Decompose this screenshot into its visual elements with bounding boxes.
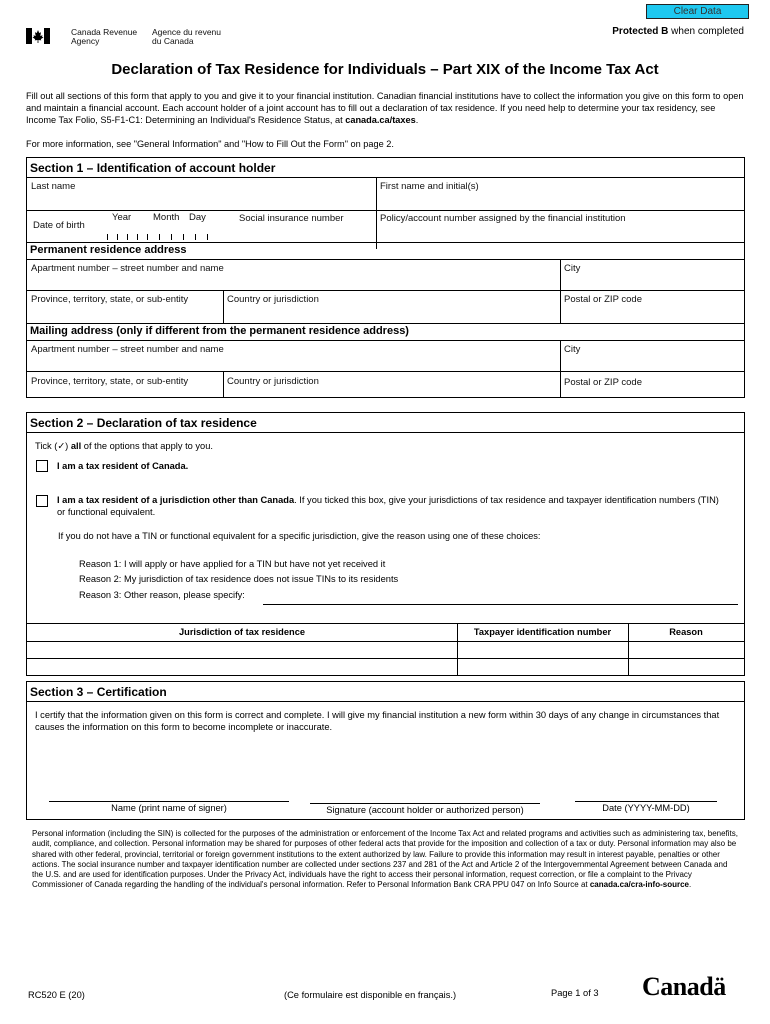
policy-label: Policy/account number assigned by the financial institution [380,213,626,224]
canada-flag-icon [26,28,50,44]
taxes-link[interactable]: canada.ca/taxes [345,115,416,125]
col-reason: Reason [669,627,703,637]
perm-address-title: Permanent residence address [30,244,187,256]
section-2 [26,412,745,676]
page-number: Page 1 of 3 [551,988,599,998]
info-source-link[interactable]: canada.ca/cra-info-source [589,880,689,890]
clear-data-button[interactable]: Clear Data [646,4,749,19]
form-title: Declaration of Tax Residence for Individuals – Part XIX of the Income Tax Act [111,61,659,78]
other-reason-field[interactable] [263,604,738,605]
sin-label: Social insurance number [239,213,344,224]
section-2-title: Section 2 – Declaration of tax residence [30,416,257,430]
intro-paragraph: Fill out all sections of this form that apply to you and give it to your financial institution. Canadian financial institutions have to collect the information you give on this form to open and maintain a financial account. Each account holder of a joint account has to fill out a declaration of tax residence. If you need help to determine your tax residency, see Income Tax Folio, S5-F1-C1: Determining an Individual's Residence Status, at canada.ca/taxes. [26,91,744,125]
certify-text: I certify that the information given on this form is correct and complete. I will give my financial institution a new form within 30 days of any change in circumstances that causes the information on this form to become incomplete or inaccurate. [35,710,720,732]
reason-3: Reason 3: Other reason, please specify: [79,590,245,600]
date-field[interactable] [575,801,717,802]
tin-field-2[interactable] [458,659,628,675]
section-3-title: Section 3 – Certification [30,685,167,699]
reason-field-1[interactable] [629,642,744,658]
reason-field-2[interactable] [629,659,744,675]
protected-label: Protected B when completed [612,26,744,37]
section-1: Section 1 – Identification of account holder Last name First name and initial(s) Date of birth Year Month Day Social insurance number Policy/account number assigned by the financial institution Permanent residence address Apartment number – street number and name City Province, territory, state, or sub-entity Country or jurisdiction Postal or ZIP code Mailing address (only if different from the permanent residence address) Apartment number – street number and name City Province, territory, state, or sub-entity Country or jurisdiction Postal or ZIP code [26,157,745,398]
canada-resident-label: I am a tax resident of Canada. [57,461,189,471]
french-availability: (Ce formulaire est disponible en français.) [284,990,457,1000]
tick-instruction: Tick (✓) all of the options that apply to you. [35,441,213,451]
signature-field[interactable] [310,803,540,804]
dob-field[interactable] [107,224,217,242]
mailing-address-title: Mailing address (only if different from the permanent residence address) [30,325,409,337]
reason-2: Reason 2: My jurisdiction of tax residence does not issue TINs to its residents [79,574,399,584]
agency-name-en: Canada Revenue Agency [71,27,138,46]
jurisdiction-field-2[interactable] [27,659,457,675]
col-jurisdiction: Jurisdiction of tax residence [178,627,306,637]
last-name-label: Last name [31,181,76,192]
tin-field-1[interactable] [458,642,628,658]
jurisdiction-field-1[interactable] [27,642,457,658]
form-code: RC520 E (20) [28,990,85,1000]
section-1-title: Section 1 – Identification of account holder [30,161,276,175]
privacy-notice: Personal information (including the SIN) is collected for the purposes of the administration or enforcement of the Income Tax Act and related programs and activities such as administering tax, benefits, audit, compliance, and collection. Personal information may be shared for purposes of other federal acts that provide for the imposition and collection of a tax or duty. Personal information may also be shared with other federal, provincial, territorial or foreign government institutions to the extent authorized by law. Failure to provide this information may result in interest payable, penalties or other actions. The social insurance number and taxpayer identification number are collected under sections 237 and 281 of the Act and Article 2 of the Intergovernmental Agreement between Canada and the U.S. and are used for identification purposes. Under the Privacy Act, individuals have the right to access their personal information, request correction, or file a complaint to the Privacy Commissioner of Canada regarding the handling of the individual's personal information. Refer to Personal Information Bank CRA PPU 047 on Info Source at canada.ca/cra-info-source. [32,829,738,890]
foreign-resident-label: I am a tax resident of a jurisdiction other than Canada. If you ticked this box, give your jurisdictions of tax residence and taxpayer identification numbers (TIN) or functional equivalent. [57,495,719,517]
canada-wordmark: Canadä [642,972,726,1001]
canada-resident-checkbox[interactable] [36,460,48,472]
more-info-text: For more information, see "General Information" and "How to Fill Out the Form" on page 2. [26,139,394,149]
first-name-label: First name and initial(s) [380,181,479,192]
dob-label: Date of birth [33,220,85,231]
section-3: Section 3 – Certification I certify that the information given on this form is correct and complete. I will give my financial institution a new form within 30 days of any change in circumstances that causes the information on this form to become incomplete or inaccurate. Name (print name of signer) Signature (account holder or authorized person) Date (YYYY-MM-DD) [26,681,745,820]
name-field[interactable] [49,801,289,802]
reason-1: Reason 1: I will apply or have applied for a TIN but have not yet received it [79,559,386,569]
agency-name-fr: Agence du revenu du Canada [152,27,221,46]
no-tin-text: If you do not have a TIN or functional equivalent for a specific jurisdiction, give the reason using one of these choices: [58,531,541,541]
col-tin: Taxpayer identification number [473,627,612,637]
tin-table [27,624,744,675]
foreign-resident-checkbox[interactable] [36,495,48,507]
